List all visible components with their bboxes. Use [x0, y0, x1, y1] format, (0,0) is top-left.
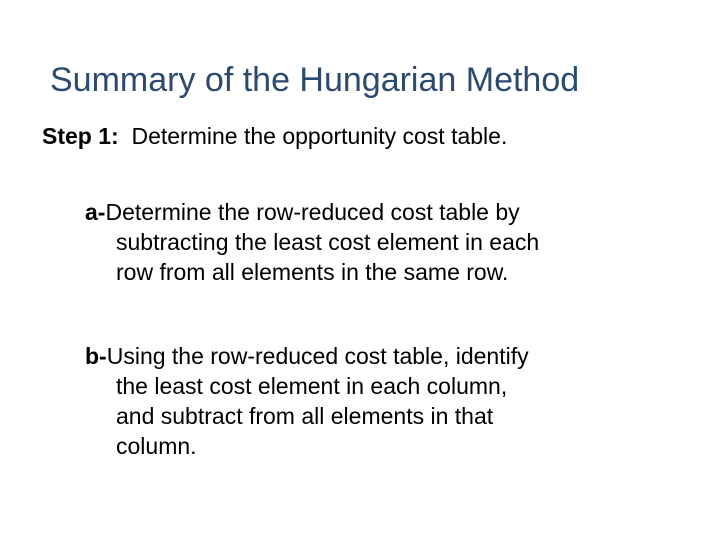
sub-item-text: Determine the row-reduced cost table by [105, 199, 520, 225]
sub-item-line: column. [116, 433, 197, 459]
sub-item-line: and subtract from all elements in that [116, 403, 494, 429]
sub-item-marker: b- [85, 343, 107, 369]
sub-item-line: the least cost element in each column, [116, 373, 508, 399]
sub-item-line: subtracting the least cost element in each [116, 229, 540, 255]
step-text: Determine the opportunity cost table. [131, 123, 508, 149]
sub-item-text: Using the row-reduced cost table, identify [106, 343, 529, 369]
sub-item-line [85, 197, 685, 227]
sub-item-b [85, 341, 685, 461]
sub-item-line [85, 341, 685, 371]
step-label: Step 1: [42, 123, 119, 149]
sub-item-line: row from all elements in the same row. [116, 259, 509, 285]
step-heading [42, 118, 702, 154]
sub-item-marker: a- [85, 199, 106, 225]
slide-title: Summary of the Hungarian Method [50, 61, 580, 99]
sub-item-a [85, 197, 685, 287]
